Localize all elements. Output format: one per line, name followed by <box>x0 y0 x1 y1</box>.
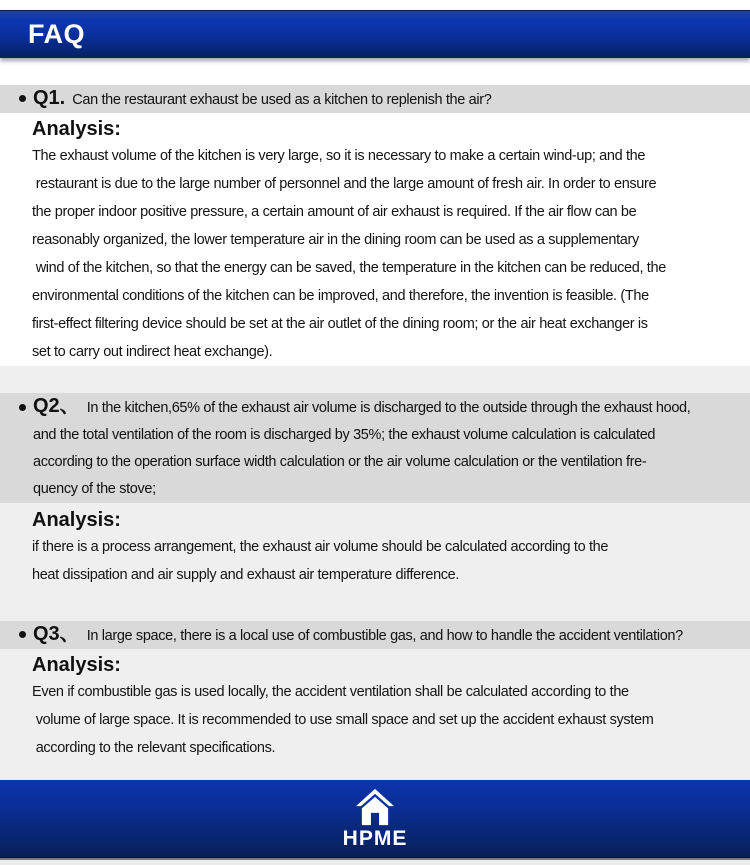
question-label: Q3、 <box>33 623 80 645</box>
text-line: environmental conditions of the kitchen can be improved, and therefore, the invention is feasible. (The <box>32 288 649 304</box>
analysis-paragraph <box>0 678 750 762</box>
text-line: The exhaust volume of the kitchen is very large, so it is necessary to make a certain wind-up; and the <box>32 148 646 164</box>
question-bar-q3 <box>0 621 750 649</box>
analysis-paragraph <box>0 533 750 589</box>
text-line: reasonably organized, the lower temperature air in the dining room can be used as a supplementary <box>32 232 639 248</box>
faq-header-band <box>0 10 750 58</box>
question-text: Can the restaurant exhaust be used as a kitchen to replenish the air? <box>72 92 492 108</box>
analysis-paragraph <box>0 142 750 366</box>
text-line: if there is a process arrangement, the exhaust air volume should be calculated according to the <box>32 539 609 555</box>
faq-section-q1 <box>0 58 750 366</box>
text-line: restaurant is due to the large number of personnel and the large amount of fresh air. In order to ensure <box>32 176 657 192</box>
text-line: and the total ventilation of the room is discharged by 35%; the exhaust volume calculation is calculated <box>33 427 656 443</box>
bullet-icon <box>19 95 26 102</box>
text-line: set to carry out indirect heat exchange). <box>32 344 273 360</box>
question-bar-q1 <box>0 85 750 113</box>
question-bar-q2 <box>0 393 750 503</box>
text-line: volume of large space. It is recommended to use small space and set up the accident exhaust system <box>32 712 654 728</box>
top-divider <box>0 0 750 10</box>
page-title: FAQ <box>28 19 86 49</box>
text-line: heat dissipation and air supply and exhaust air temperature difference. <box>32 567 460 583</box>
question-text: In the kitchen,65% of the exhaust air volume is discharged to the outside through the exhaust hood, <box>86 400 691 416</box>
bullet-icon <box>19 404 26 411</box>
bottom-divider <box>0 858 750 865</box>
footer-logo-text: HPME <box>342 826 408 850</box>
analysis-heading: Analysis: <box>32 118 121 140</box>
text-line: according to the relevant specifications. <box>32 740 276 756</box>
question-label: Q1. <box>33 87 66 109</box>
question-label: Q2、 <box>33 395 80 417</box>
text-line: wind of the kitchen, so that the energy can be saved, the temperature in the kitchen can be reduced, the <box>32 260 666 276</box>
text-line: quency of the stove; <box>33 481 156 497</box>
text-line: the proper indoor positive pressure, a certain amount of air exhaust is required. If the air flow can be <box>32 204 637 220</box>
bullet-icon <box>19 631 26 638</box>
question-text: In large space, there is a local use of combustible gas, and how to handle the accident ventilation? <box>86 628 683 644</box>
analysis-heading: Analysis: <box>32 509 121 531</box>
home-icon <box>353 788 397 826</box>
analysis-heading: Analysis: <box>32 654 121 676</box>
text-line: first-effect filtering device should be set at the air outlet of the dining room; or the air heat exchanger is <box>32 316 648 332</box>
text-line: according to the operation surface width calculation or the air volume calculation or the ventilation fre- <box>33 454 647 470</box>
question-continuation <box>33 422 744 503</box>
text-line: Even if combustible gas is used locally, the accident ventilation shall be calculated according to the <box>32 684 629 700</box>
faq-section-q2-q3 <box>0 366 750 780</box>
footer-band <box>0 780 750 858</box>
